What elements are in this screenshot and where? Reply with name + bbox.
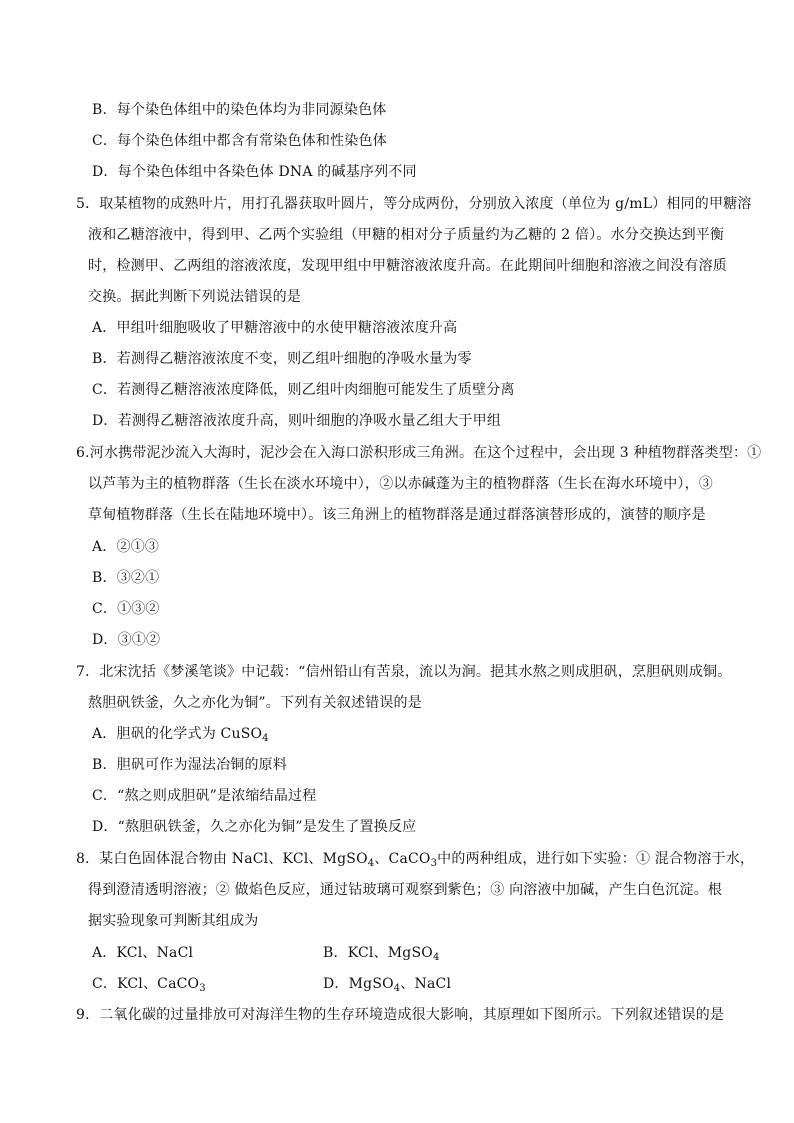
q7-option-a: [92, 724, 269, 744]
q5-option-c: C．若测得乙糖溶液浓度降低，则乙组叶肉细胞可能发生了质壁分离: [92, 382, 515, 398]
q8-option-d-suffix: 、NaCl: [400, 976, 452, 992]
q6-option-a: A．②①③: [92, 539, 160, 555]
q8-option-a: A．KCl、NaCl: [92, 945, 194, 961]
q7-option-a-subscript: 4: [262, 733, 269, 744]
q8-stem-text-b: 、CaCO: [374, 851, 431, 867]
q5-option-d: D．若测得乙糖溶液浓度升高，则叶细胞的净吸水量乙组大于甲组: [92, 413, 502, 429]
q5-stem-line4: 交换。据此判断下列说法错误的是: [88, 289, 301, 305]
q7-option-c: C．“熬之则成胆矾”是浓缩结晶过程: [92, 788, 317, 804]
q5-option-a: A．甲组叶细胞吸收了甲糖溶液中的水使甲糖溶液浓度升高: [92, 320, 458, 336]
q8-stem-text-c: 中的两种组成，进行如下实验：① 混合物溶于水，: [437, 851, 755, 867]
q8-option-d: [323, 974, 451, 994]
q7-stem-line1: 7．北宋沈括《梦溪笔谈》中记载：“信州铅山有苦泉，流以为涧。挹其水熬之则成胆矾，烹胆矾则成铜。: [76, 664, 732, 680]
q6-option-b: B．③②①: [92, 570, 160, 586]
q8-stem-line2: 得到澄清透明溶液；② 做焰色反应，通过钴玻璃可观察到紫色；③ 向溶液中加碱，产生白色沉淀。根: [88, 882, 723, 898]
q4-option-d: D．每个染色体组中各染色体 DNA 的碱基序列不同: [92, 164, 417, 180]
q8-option-b: [323, 943, 440, 963]
q8-option-c-text: C．KCl、CaCO: [92, 976, 200, 992]
q8-stem-subscript-1: 4: [367, 858, 375, 869]
q6-stem-line1: 6.河水携带泥沙流入大海时，泥沙会在入海口淤积形成三角洲。在这个过程中，会出现 3 种植物群落类型：①: [76, 445, 762, 461]
q8-option-b-text: B．KCl、MgSO: [323, 945, 433, 961]
q9-stem-line1: 9．二氧化碳的过量排放可对海洋生物的生存环境造成很大影响，其原理如下图所示。下列叙述错误的是: [76, 1007, 725, 1023]
q7-option-a-text: A．胆矾的化学式为 CuSO: [92, 726, 263, 742]
q8-option-d-text: D．MgSO: [323, 976, 394, 992]
q6-option-c: C．①③②: [92, 601, 160, 617]
q7-option-b: B．胆矾可作为湿法冶铜的原料: [92, 757, 288, 773]
q8-option-c: [92, 974, 206, 994]
q8-option-c-subscript: 3: [199, 983, 206, 994]
q4-option-b: B．每个染色体组中的染色体均为非同源染色体: [92, 102, 387, 118]
q8-option-d-subscript: 4: [393, 983, 401, 994]
q5-option-b: B．若测得乙糖溶液浓度不变，则乙组叶细胞的净吸水量为零: [92, 351, 472, 367]
q5-stem-line1: 5．取某植物的成熟叶片，用打孔器获取叶圆片，等分成两份，分别放入浓度（单位为 g/mL）相同的甲糖溶: [76, 196, 752, 212]
q6-stem-line3: 草甸植物群落（生长在陆地环境中）。该三角洲上的植物群落是通过群落演替形成的，演替的顺序是: [88, 507, 706, 523]
q6-stem-line2: 以芦苇为主的植物群落（生长在淡水环境中），②以赤碱蓬为主的植物群落（生长在海水环境中），③: [88, 476, 713, 492]
q8-stem-line1: [76, 849, 754, 869]
q5-stem-line2: 液和乙糖溶液中，得到甲、乙两个实验组（甲糖的相对分子质量约为乙糖的 2 倍）。水分交换达到平衡: [88, 227, 725, 243]
q4-option-c: C．每个染色体组中都含有常染色体和性染色体: [92, 133, 387, 149]
q6-option-d: D．③①②: [92, 632, 161, 648]
q8-option-b-subscript: 4: [432, 952, 440, 963]
q7-option-d: D．“熬胆矾铁釜，久之亦化为铜”是发生了置换反应: [92, 819, 417, 835]
q8-stem-text-a: 8．某白色固体混合物由 NaCl、KCl、MgSO: [76, 851, 368, 867]
q5-stem-line3: 时，检测甲、乙两组的溶液浓度，发现甲组中甲糖溶液浓度升高。在此期间叶细胞和溶液之间没有溶质: [88, 258, 727, 274]
q8-stem-line3: 据实验现象可判断其组成为: [88, 913, 259, 929]
q7-stem-line2: 熬胆矾铁釜，久之亦化为铜”。下列有关叙述错误的是: [88, 695, 422, 711]
q8-stem-subscript-2: 3: [430, 858, 438, 869]
